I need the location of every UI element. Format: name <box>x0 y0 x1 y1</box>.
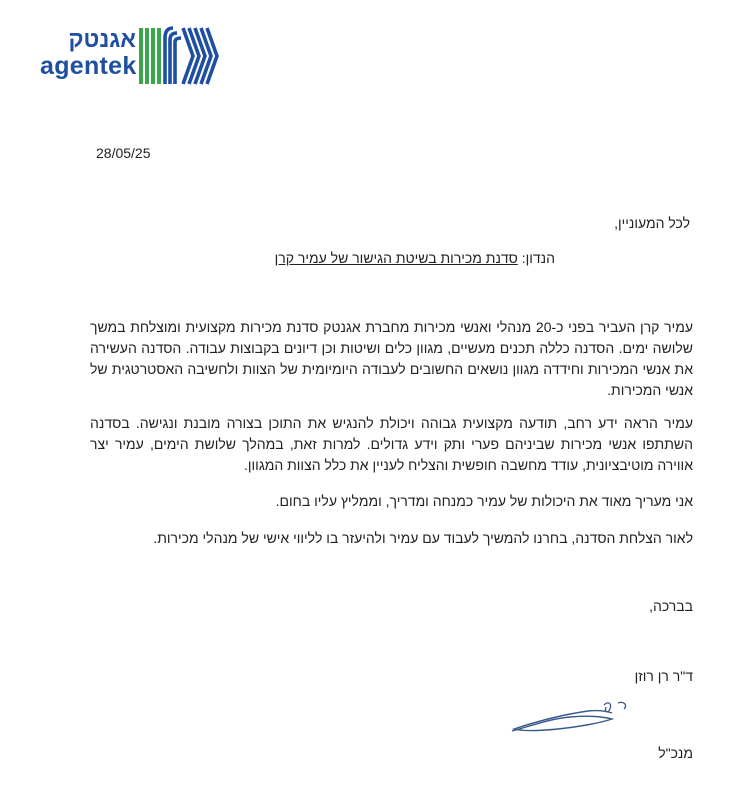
logo-english-text: agentek <box>40 52 137 80</box>
company-logo <box>40 24 220 88</box>
subject-line <box>275 250 555 266</box>
logo-mark-icon <box>139 26 219 86</box>
paragraph-4: לאור הצלחת הסדנה, בחרנו להמשיך לעבוד עם עמיר ולהיעזר בו לליווי אישי של מנהלי מכירות. <box>153 530 693 546</box>
signature-image <box>508 697 648 739</box>
signer-role: מנכ"ל <box>658 745 693 761</box>
letter-date: 28/05/25 <box>96 145 151 161</box>
subject-label: הנדון: <box>521 250 555 266</box>
closing: בברכה, <box>649 598 693 614</box>
paragraph-3: אני מעריך מאוד את היכולות של עמיר כמנחה ומדריך, וממליץ עליו בחום. <box>275 493 693 509</box>
logo-hebrew-text: אגנטק <box>68 26 136 52</box>
paragraph-2: עמיר הראה ידע רחב, תודעה מקצועית גבוהה ויכולת להנגיש את התוכן בצורה מובנת ונגישה. בסדנה השתתפו אנשי מכירות שביניהם פערי ותק וידע גדולים. למרות זאת, במהלך שלושת הימים, עמיר יצר אווירה מוטיבציונית, עודד מחשבה חופשית והצליח לעניין את כלל הצוות המגוון. <box>90 415 693 473</box>
signer-name: ד"ר רן רוזן <box>634 668 693 684</box>
greeting: לכל המעוניין, <box>614 215 690 231</box>
paragraph-1: עמיר קרן העביר בפני כ-20 מנהלי ואנשי מכירות מחברת אגנטק סדנת מכירות מקצועית ומוצלחת במשך שלושה ימים. הסדנה כללה תכנים מעשיים, מגוון כלים ושיטות וכן דיונים בקבוצות עבודה. הסדנה העשירה את אנשי המכירות וחידדה מגוון נושאים החשובים לעבודה היומיומית של הצוות ולחשיבה האסטרטגית של אנשי המכירות. <box>90 319 693 398</box>
subject-text: סדנת מכירות בשיטת הגישור של עמיר קרן <box>274 250 518 266</box>
